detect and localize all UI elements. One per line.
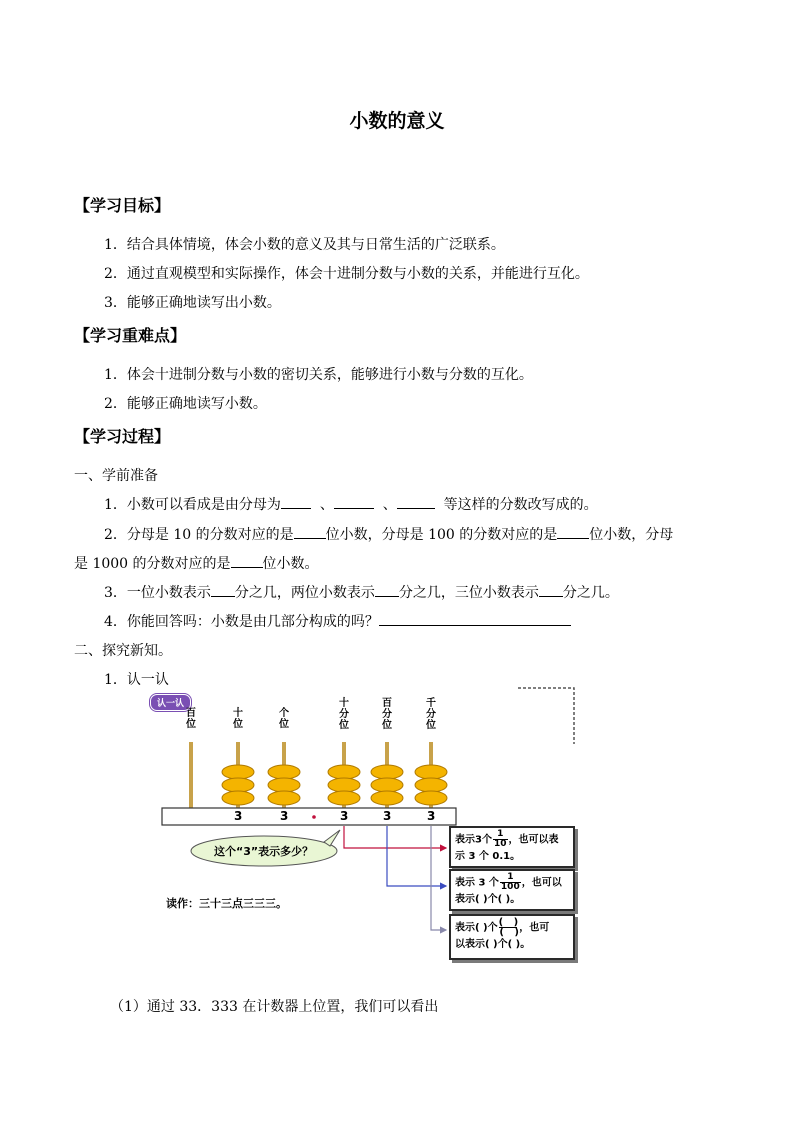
beads-hundredths xyxy=(371,765,403,805)
abacus-figure xyxy=(144,686,584,964)
reading-text: 读作：三十三点三三三。 xyxy=(166,897,287,910)
place-label-hundreds: 百位 xyxy=(186,708,196,730)
goal-item-3: 3．能够正确地读写出小数。 xyxy=(104,295,281,311)
key-point-2: 2．能够正确地读写小数。 xyxy=(104,396,267,412)
digit-thousandths: 3 xyxy=(427,809,436,823)
beads-thousandths xyxy=(415,765,447,805)
decimal-point xyxy=(312,815,316,819)
key-point-1: 1．体会十进制分数与小数的密切关系，能够进行小数与分数的互化。 xyxy=(104,367,533,383)
badge-recognize: 认一认 xyxy=(150,694,191,711)
arrow-hundredths xyxy=(387,826,446,886)
question-2-line-2: 是 1000 的分数对应的是 位小数。 xyxy=(74,553,319,573)
heading-goals: 【学习目标】 xyxy=(74,196,171,215)
part-1-heading: 一、学前准备 xyxy=(74,468,158,484)
sub-heading-recognize: 1．认一认 xyxy=(104,672,169,688)
blank-1b[interactable] xyxy=(334,494,374,509)
place-label-hundredths: 百分位 xyxy=(382,698,392,731)
question-2-line-1: 2．分母是 10 的分数对应的是 位小数，分母是 100 的分数对应的是 位小数，分母 xyxy=(104,524,673,544)
place-label-tens: 十位 xyxy=(233,708,243,730)
arrow-thousandths xyxy=(431,826,446,930)
explanation-box-tenths: 表示3个 $\frac{1}{10}$ ，也可以表 示 3 个 0.1。 xyxy=(449,826,575,868)
goal-item-1: 1．结合具体情境，体会小数的意义及其与日常生活的广泛联系。 xyxy=(104,237,505,253)
blank-3b[interactable] xyxy=(375,582,399,597)
bubble-question: 这个“3”表示多少？ xyxy=(214,845,314,858)
question-4: 4．你能回答吗：小数是由几部分构成的吗？ xyxy=(104,611,571,631)
beads-ones xyxy=(268,765,300,805)
explanation-box-hundredths: 表示 3 个 $\frac{1}{100}$ ，也可以 表示( )个( )。 xyxy=(449,869,575,911)
rod-hundreds xyxy=(189,742,193,810)
abacus-base xyxy=(162,808,456,825)
place-label-tenths: 十分位 xyxy=(339,698,349,731)
fraction-one-tenth: $\frac{1}{10}$ xyxy=(493,829,507,849)
digit-ones: 3 xyxy=(280,809,289,823)
digit-hundredths: 3 xyxy=(383,809,392,823)
blank-2c[interactable] xyxy=(231,553,263,568)
beads-tens xyxy=(222,765,254,805)
blank-1c[interactable] xyxy=(397,494,435,509)
part-2-heading: 二、探究新知。 xyxy=(74,643,172,659)
place-label-ones: 个位 xyxy=(279,708,289,730)
digit-tens: 3 xyxy=(234,809,243,823)
page-title: 小数的意义 xyxy=(349,110,445,132)
question-1: 1．小数可以看成是由分母为 、 、 等这样的分数改写成的。 xyxy=(104,494,598,514)
blank-2b[interactable] xyxy=(557,524,589,539)
beads-tenths xyxy=(328,765,360,805)
heading-key-points: 【学习重难点】 xyxy=(74,326,187,345)
blank-1a[interactable] xyxy=(281,494,311,509)
question-3: 3．一位小数表示 分之几，两位小数表示 分之几，三位小数表示 分之几。 xyxy=(104,582,619,602)
fraction-blank: $\frac{( )}{( )}$ xyxy=(498,917,520,938)
blank-3c[interactable] xyxy=(539,582,563,597)
explanation-box-thousandths: 表示( )个 $\frac{( )}{( )}$ ，也可 以表示( )个( )。 xyxy=(449,914,575,960)
blank-2a[interactable] xyxy=(294,524,326,539)
footer-question: （1）通过 33．333 在计数器上位置，我们可以看出 xyxy=(110,999,439,1015)
blank-3a[interactable] xyxy=(211,582,235,597)
blank-4[interactable] xyxy=(379,611,571,626)
digit-tenths: 3 xyxy=(340,809,349,823)
heading-process: 【学习过程】 xyxy=(74,427,171,446)
place-label-thousandths: 千分位 xyxy=(426,698,436,731)
goal-item-2: 2．通过直观模型和实际操作，体会十进制分数与小数的关系，并能进行互化。 xyxy=(104,266,589,282)
fraction-one-hundredth: $\frac{1}{100}$ xyxy=(500,872,520,892)
corner-dashed-frame xyxy=(518,688,574,744)
